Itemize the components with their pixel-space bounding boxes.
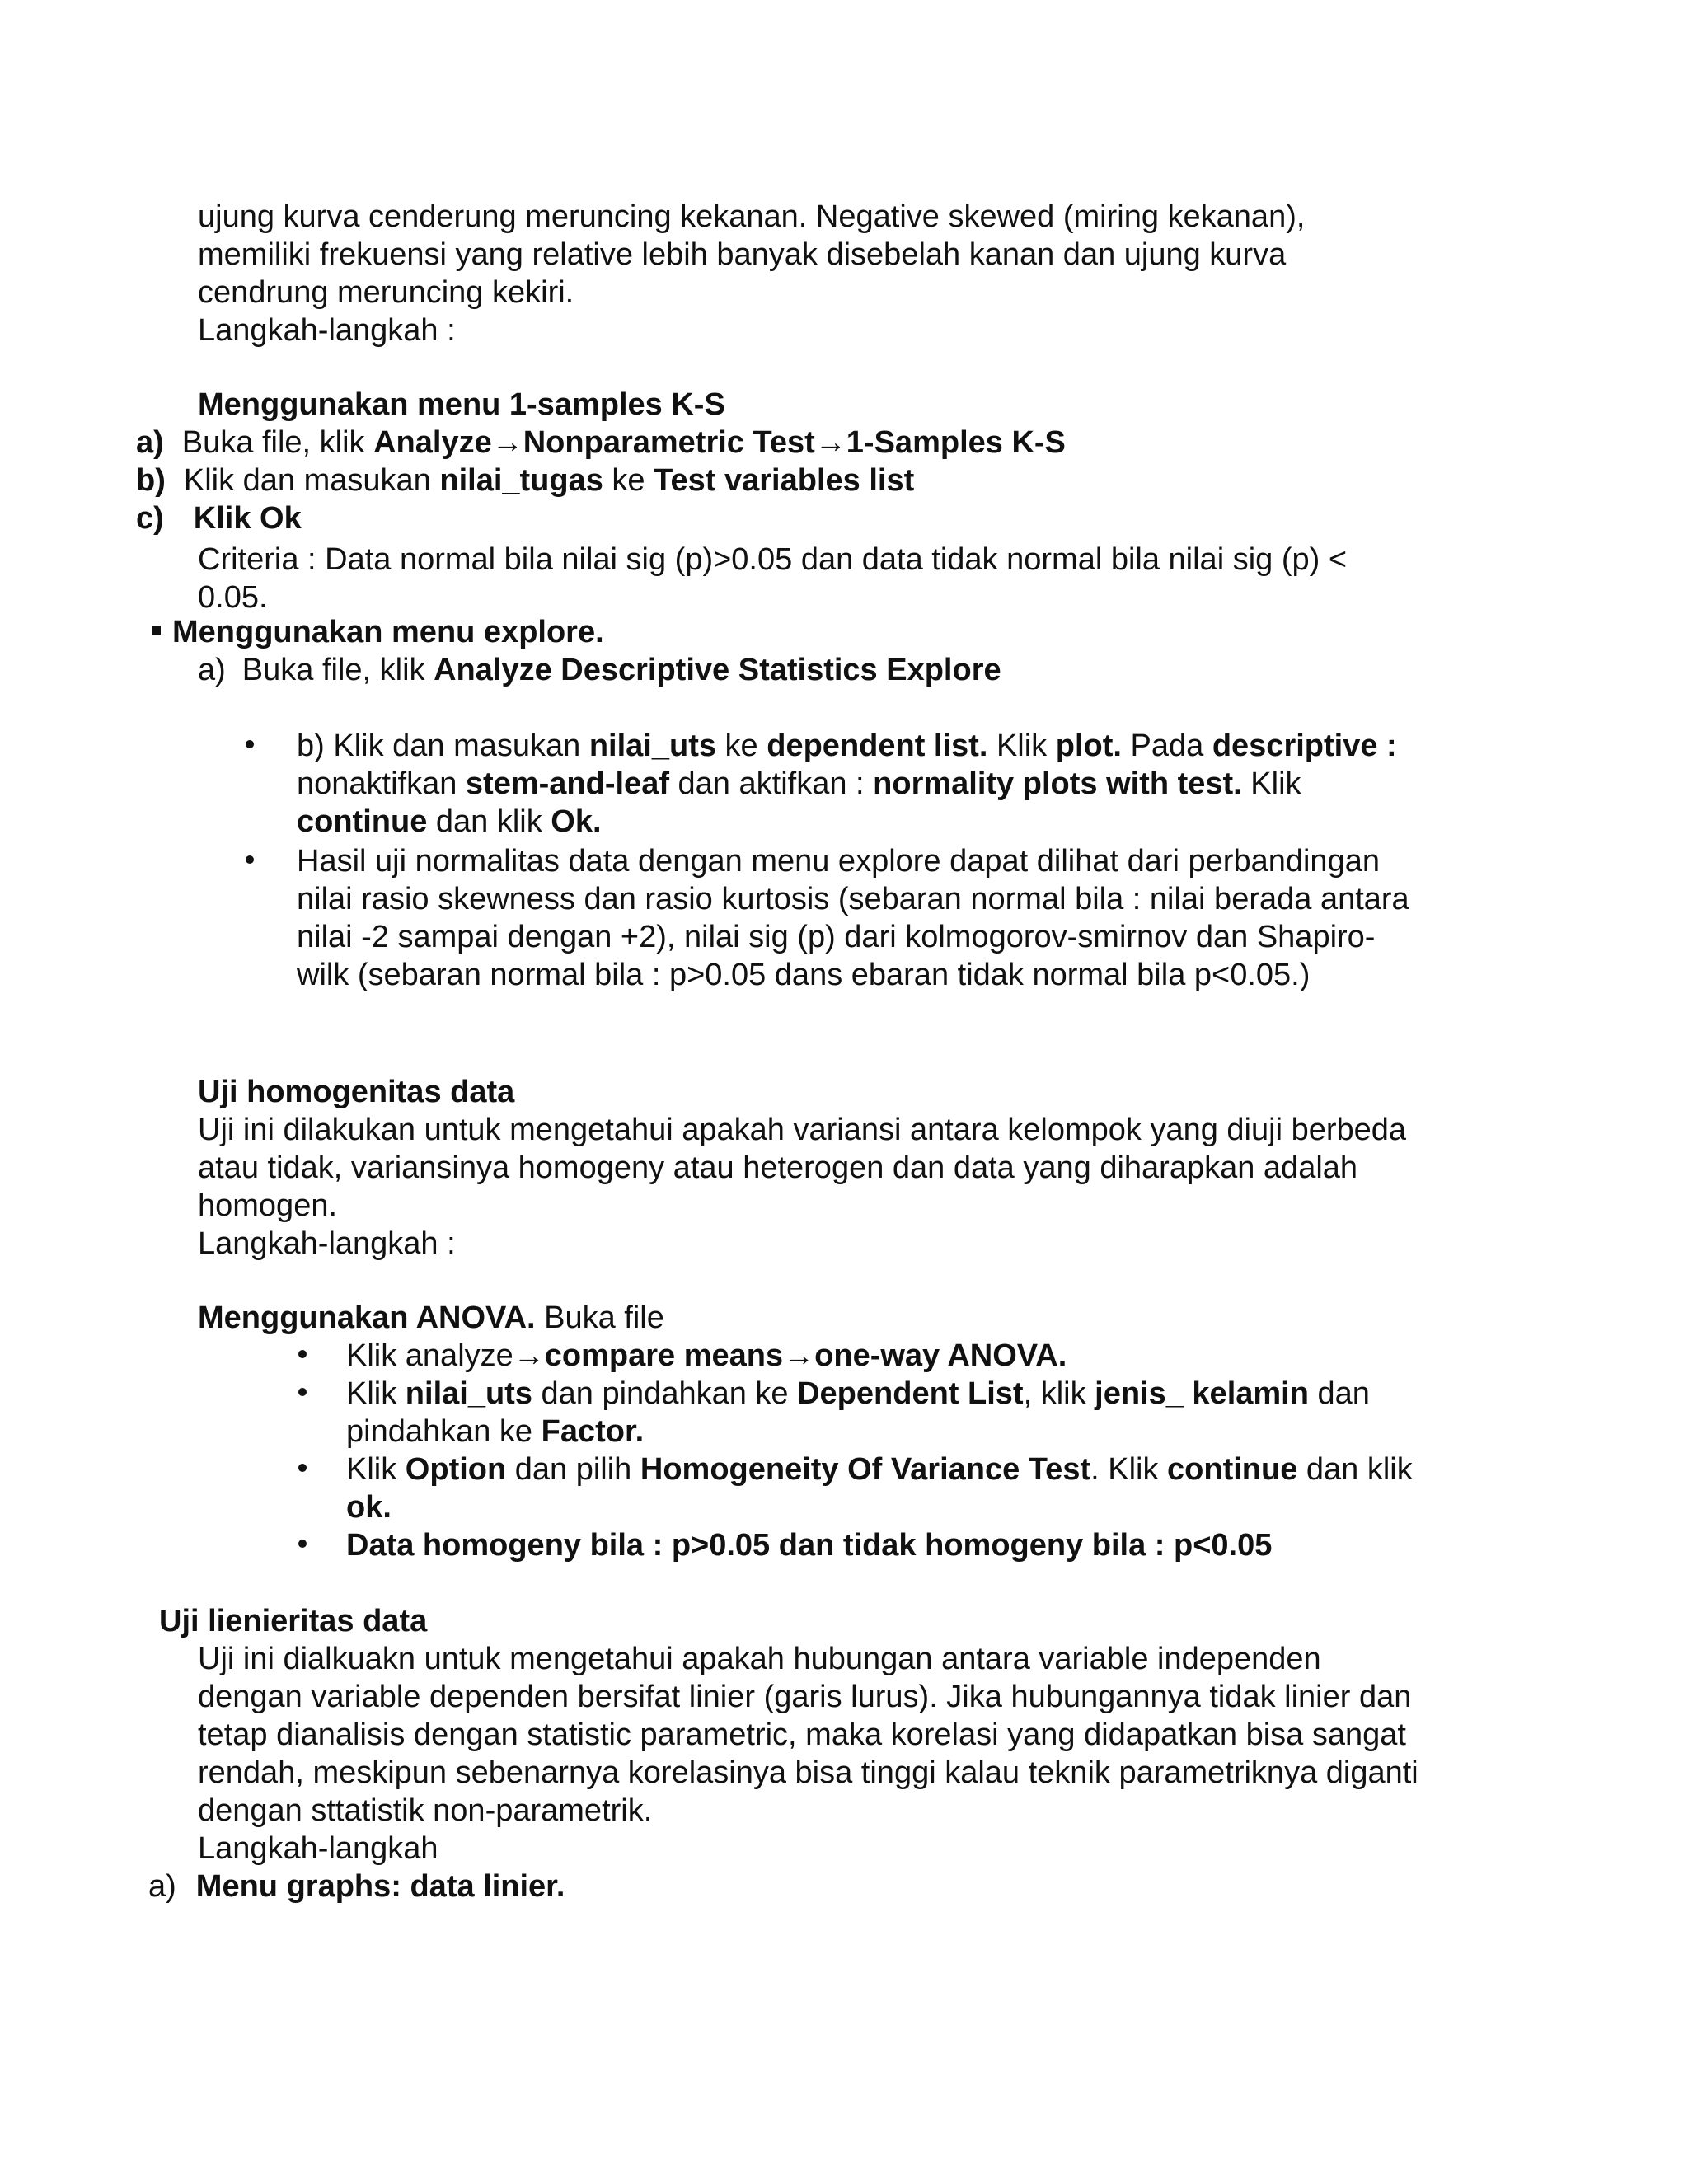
bullet-icon [246,740,254,748]
list-marker: c) [136,501,164,536]
step-text: Menu graphs: data linier. [195,1869,565,1904]
intro-line-1: ujung kurva cenderung meruncing kekanan. Negative skewed (miring kekanan), [198,199,1306,234]
explore-bullet-2-line-2: nilai rasio skewness dan rasio kurtosis (sebaran normal bila : nilai berada antara [297,882,1409,916]
explore-heading [152,613,604,651]
text: pindahkan ke [346,1414,542,1449]
button-name: Ok. [551,804,602,839]
anova-line [198,1299,664,1337]
arrow-right-icon: → [783,1338,815,1373]
ks-step-c [136,499,302,537]
intro-line-3: cendrung meruncing kekiri. [198,275,574,310]
text: ke [716,729,767,763]
option-name: Homogeneity Of Variance Test [640,1452,1091,1487]
menu-nonparametric: Nonparametric Test [523,425,815,460]
explore-bullet-2 [246,842,254,880]
homog-para-line-1: Uji ini dilakukan untuk mengetahui apakah variansi antara kelompok yang diuji berbeda [198,1113,1407,1147]
anova-item-1 [346,1337,1067,1375]
list-name: Test variables list [654,463,915,498]
button-name: plot. [1055,729,1122,763]
anova-item-2 [346,1375,1370,1413]
arrow-right-icon: → [814,425,846,460]
option-name: normality plots with test. [873,766,1242,801]
text: , klik [1023,1376,1095,1411]
text: b) Klik dan masukan [297,729,589,763]
list-marker: a) [148,1869,176,1904]
bullet-icon [298,1464,307,1472]
arrow-right-icon: → [491,425,523,460]
anova-item-2-line-2 [346,1413,644,1451]
step-text: ke [603,463,654,498]
homog-para-line-2: atau tidak, variansinya homogeny atau heterogen dan data yang diharapkan adalah [198,1151,1358,1185]
text: Klik [346,1376,406,1411]
ks-criteria-line-2: 0.05. [198,580,268,615]
text: dan pilih [506,1452,640,1487]
step-text: Klik Ok [193,501,302,536]
square-bullet-icon [152,626,161,635]
intro-line-2: memiliki frekuensi yang relative lebih banyak disebelah kanan dan ujung kurva [198,237,1287,272]
explore-bullet-1-line-2 [297,765,1301,803]
list-marker: a) [198,653,226,687]
ks-step-b [136,462,914,499]
linear-para-line-1: Uji ini dialkuakn untuk mengetahui apakah hubungan antara variable independen [198,1642,1321,1676]
option-name: descriptive : [1212,729,1397,763]
option-name: stem-and-leaf [465,766,669,801]
variable-name: nilai_tugas [439,463,603,498]
menu-compare-means: compare means [544,1338,784,1373]
text: Klik analyze [346,1338,513,1373]
explore-bullet-2-line-1: Hasil uji normalitas data dengan menu explore dapat dilihat dari perbandingan [297,844,1380,879]
menu-path: Analyze Descriptive Statistics Explore [434,653,1001,687]
variable-name: nilai_uts [405,1376,532,1411]
step-text: Buka file, klik [241,653,434,687]
menu-one-way-anova: one-way ANOVA. [814,1338,1067,1373]
arrow-right-icon: → [513,1338,545,1373]
ks-criteria-line-1: Criteria : Data normal bila nilai sig (p)>0.05 dan data tidak normal bila nilai sig (p) < [198,542,1348,577]
step-text: Buka file, klik [181,425,374,460]
text: Klik [346,1452,406,1487]
button-name: continue [297,804,428,839]
homog-heading: Uji homogenitas data [198,1075,515,1109]
list-marker: b) [136,463,166,498]
anova-item-4: Data homogeny bila : p>0.05 dan tidak homogeny bila : p<0.05 [346,1528,1273,1563]
linear-para-line-4: rendah, meskipun sebenarnya korelasinya bisa tinggi kalau teknik parametriknya diganti [198,1755,1418,1790]
text: Klik [1241,766,1301,801]
list-name: dependent list. [767,729,988,763]
explore-step-a [198,651,1001,689]
text: . Klik [1090,1452,1168,1487]
text: nonaktifkan [297,766,466,801]
list-marker: a) [136,425,164,460]
linear-para-line-2: dengan variable dependen bersifat linier (garis lurus). Jika hubungannya tidak linier dan [198,1680,1412,1714]
explore-bullet-1-line-1 [297,727,1397,765]
step-text: Klik dan masukan [183,463,440,498]
list-name: Dependent List [797,1376,1024,1411]
text: Pada [1121,729,1212,763]
homog-para-line-3: homogen. [198,1188,338,1223]
linear-heading: Uji lienieritas data [159,1604,428,1638]
explore-bullet-1-line-3 [297,803,602,841]
homog-para-line-4: Langkah-langkah : [198,1226,456,1261]
anova-bullet-3 [298,1451,307,1488]
linear-para-line-6: Langkah-langkah [198,1831,438,1866]
linear-step-a [148,1868,565,1905]
button-name: Option [405,1452,507,1487]
anova-item-3-line-2: ok. [346,1490,392,1525]
list-name: Factor. [541,1414,645,1449]
ks-heading: Menggunakan menu 1-samples K-S [198,387,725,422]
ks-step-a [136,424,1066,462]
intro-line-4: Langkah-langkah : [198,313,456,348]
menu-analyze: Analyze [373,425,492,460]
text: dan pindahkan ke [532,1376,798,1411]
anova-bullet-4 [298,1526,307,1564]
text: Klik [987,729,1056,763]
button-name: continue [1167,1452,1298,1487]
text: dan klik [427,804,551,839]
bullet-icon [298,1540,307,1548]
anova-item-3 [346,1451,1413,1488]
text: Buka file [535,1301,664,1335]
heading-text: Menggunakan menu explore. [172,615,604,649]
explore-bullet-1 [246,727,254,765]
bullet-icon [298,1388,307,1396]
anova-bullet-1 [298,1337,307,1375]
text: dan klik [1297,1452,1413,1487]
text: dan aktifkan : [668,766,874,801]
bullet-icon [298,1350,307,1358]
variable-name: nilai_uts [588,729,716,763]
linear-para-line-3: tetap dianalisis dengan statistic parametric, maka korelasi yang didapatkan bisa sangat [198,1718,1406,1752]
text: dan [1308,1376,1370,1411]
linear-para-line-5: dengan sttatistik non-parametrik. [198,1793,653,1828]
explore-bullet-2-line-3: nilai -2 sampai dengan +2), nilai sig (p) dari kolmogorov-smirnov dan Shapiro- [297,920,1376,954]
menu-1-samples-ks: 1-Samples K-S [846,425,1066,460]
anova-bullet-2 [298,1375,307,1413]
explore-bullet-2-line-4: wilk (sebaran normal bila : p>0.05 dans ebaran tidak normal bila p<0.05.) [297,958,1311,992]
bullet-icon [246,855,254,864]
variable-name: jenis_ kelamin [1095,1376,1309,1411]
anova-title: Menggunakan ANOVA. [198,1301,536,1335]
